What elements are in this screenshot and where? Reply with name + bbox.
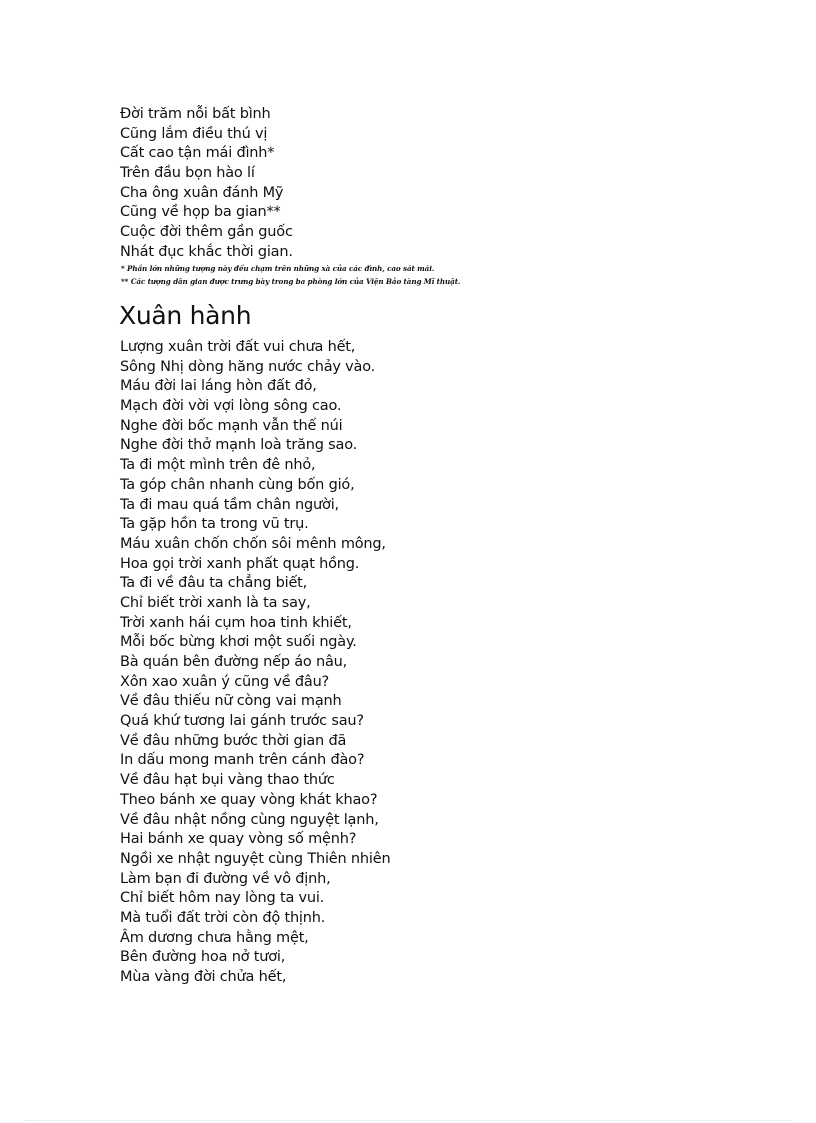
poem-continued-stanza [120,105,293,263]
poem-line: Về đâu những bước thời gian đã [120,732,347,749]
poem-line: Bên đường hoa nở tươi, [120,949,286,966]
poem-line: Sông Nhị dòng hăng nước chảy vào. [120,358,376,375]
poem-line: Đời trăm nỗi bất bình [120,106,271,122]
poem-line: Lượng xuân trời đất vui chưa hết, [120,339,356,355]
poem-line: Quá khứ tương lai gánh trước sau? [120,713,364,730]
poem-line: Nghe đời thở mạnh loà trăng sao. [120,437,358,454]
poem-line: Máu đời lai láng hòn đất đỏ, [120,378,317,395]
poem-line: Ta đi mau quá tầm chân người, [120,496,339,513]
poem-line: Hai bánh xe quay vòng số mệnh? [120,831,357,848]
poem-line: Mùa vàng đời chửa hết, [120,969,287,985]
poem-line: Âm dương chưa hằng mệt, [120,929,309,946]
poem-line: Nhát đục khắc thời gian. [120,243,293,260]
footnotes [121,262,460,288]
poem-line: Về đâu nhật nồng cùng nguyệt lạnh, [120,811,379,828]
poem-line: Cũng về họp ba gian** [120,204,281,221]
poem-line: Trên đầu bọn hào lí [120,165,255,182]
poem-line: Ngồi xe nhật nguyệt cùng Thiên nhiên [120,850,391,867]
poem-line: Ta góp chân nhanh cùng bốn gió, [120,476,355,493]
poem-line: Cuộc đời thêm gần guốc [120,224,293,241]
poem-line: Chỉ biết trời xanh là ta say, [120,594,311,611]
poem-line: Cũng lắm điều thú vị [120,125,268,142]
page-bottom-divider [24,1120,792,1121]
poem-line: Mỗi bốc bừng khơi một suối ngày. [120,634,357,651]
poem-line: Ta đi một mình trên đê nhỏ, [120,457,316,474]
poem-line: Ta gặp hồn ta trong vũ trụ. [120,516,309,533]
poem-line: Mà tuổi đất trời còn độ thịnh. [120,909,326,926]
poem-line: Làm bạn đi đường về vô định, [120,870,331,887]
poem-line: Chỉ biết hôm nay lòng ta vui. [120,890,325,907]
poem-line: Bà quán bên đường nếp áo nâu, [120,654,348,670]
poem-line: Trời xanh hái cụm hoa tinh khiết, [120,614,352,631]
poem-line: Hoa gọi trời xanh phất quạt hồng. [120,555,360,572]
poem-line: Theo bánh xe quay vòng khát khao? [120,791,378,808]
poem-line: Cất cao tận mái đình* [120,145,275,162]
poem-body [120,338,390,988]
footnote: * Phần lớn những tượng này đều chạm trên những xà của các đình, cao sát mái. [121,264,435,273]
poem-line: Về đâu thiếu nữ còng vai mạnh [120,693,342,710]
poem-line: Máu xuân chốn chốn sôi mênh mông, [120,535,386,552]
poem-line: Ta đi về đâu ta chẳng biết, [120,575,308,592]
poem-line: In dấu mong manh trên cánh đào? [120,752,365,769]
poem-line: Mạch đời vời vợi lòng sông cao. [120,398,342,415]
poem-line: Về đâu hạt bụi vàng thao thức [120,772,335,789]
poem-line: Cha ông xuân đánh Mỹ [120,184,284,201]
poem-line: Nghe đời bốc mạnh vẫn thế núi [120,417,343,434]
poem-title: Xuân hành [119,301,252,330]
poem-line: Xôn xao xuân ý cũng về đâu? [120,673,330,690]
footnote: ** Các tượng dân gian được trưng bày trong ba phòng lớn của Viện Bảo tàng Mĩ thuật. [121,277,461,286]
